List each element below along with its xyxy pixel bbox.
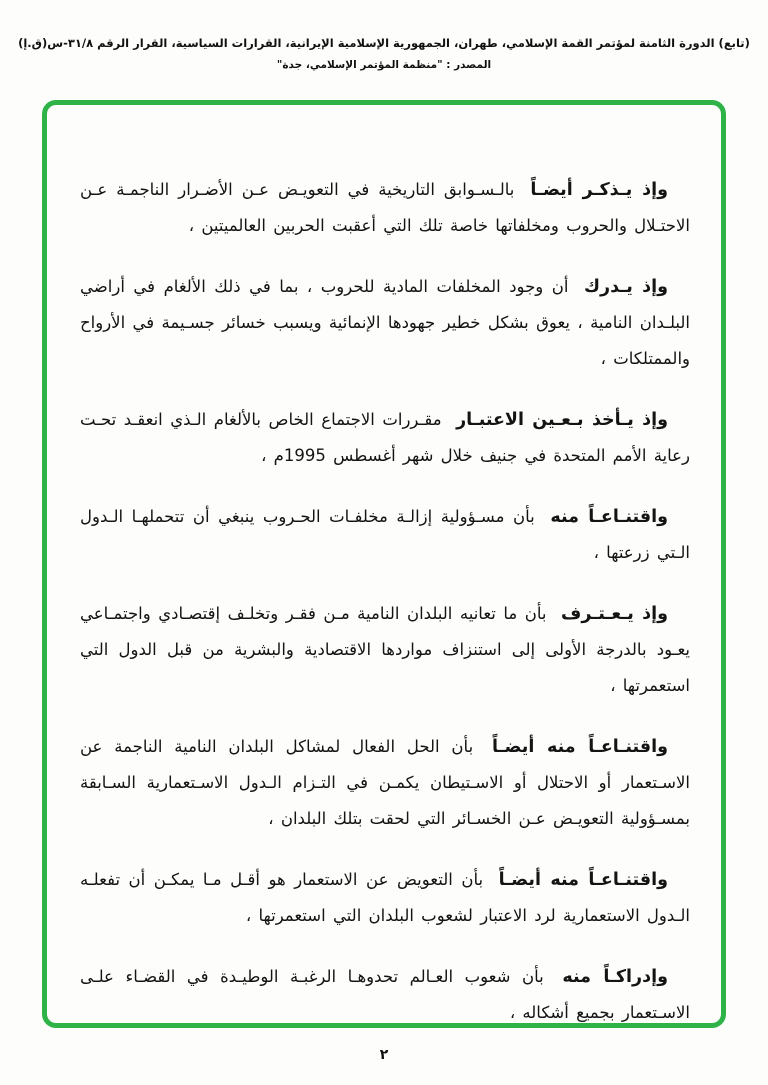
paragraph-text: بأن الحل الفعال لمشاكل البلدان النامية الناجمة عن الاسـتعمار أو الاحتلال أو الاسـتيطان يكمـن في التـزام الـدول الاسـتعمارية السـابقة بمسـؤولية التعويـض عـن الخسـائر التي لحقت بتلك البلدان ،: [80, 737, 690, 828]
page-number: ٢: [379, 1047, 389, 1063]
paragraph-convinced: [80, 499, 690, 571]
paragraph-lead: واقتنـاعـاً منه: [550, 507, 668, 527]
paragraph-text: بالـسـوابق التاريخية في التعويـض عـن الأضـرار الناجمـة عـن الاحتـلال والحروب ومخلفاتها خاصة تلك التي أعقبت الحربين العالميتين ،: [80, 180, 690, 235]
paragraph-text: مقـررات الاجتماع الخاص بالألغام الـذي انعقـد تحـت رعاية الأمم المتحدة في جنيف خلال شهر أغسطس 1995م ،: [80, 410, 690, 465]
paragraph-lead: وإذ يـعـتـرف: [561, 604, 668, 624]
paragraph-convinced-also-1: [80, 729, 690, 837]
paragraph-recalling: [80, 172, 690, 244]
header-title: (تابع) الدورة الثامنة لمؤتمر القمة الإسلامي، طهران، الجمهورية الإسلامية الإيرانية، القرارات السياسية، القرار الرقم ٣١/٨-س(ق.إ): [18, 36, 750, 50]
paragraph-text: أن وجود المخلفات المادية للحروب ، بما في ذلك الألغام في أراضي البلـدان النامية ، يعوق بشكل خطير جهودها الإنمائية ويسبب خسائر جسـيمة في الأرواح والممتلكات ،: [80, 277, 690, 368]
paragraph-lead: واقتنـاعـاً منه أيضـاً: [492, 737, 668, 757]
paragraph-text: بأن التعويض عن الاستعمار هو أقـل مـا يمكـن أن تفعلـه الـدول الاستعمارية لرد الاعتبار لشعوب البلدان التي استعمرتها ،: [80, 870, 690, 925]
paragraph-convinced-also-2: [80, 862, 690, 934]
document-header: [0, 0, 768, 71]
paragraph-recognizing: [80, 596, 690, 704]
paragraph-text: بأن شعوب العـالم تحدوهـا الرغبـة الوطيـدة في القضـاء علـى الاسـتعمار بجميع أشكاله ،: [80, 967, 690, 1022]
paragraph-lead: وإدراكـاً منه: [562, 967, 668, 987]
document-body: [42, 100, 726, 1028]
header-source: المصدر : "منظمة المؤتمر الإسلامي، جدة": [276, 59, 492, 71]
paragraph-text: بأن مسـؤولية إزالـة مخلفـات الحـروب ينبغي أن تتحملهـا الـدول الـتي زرعتها ،: [80, 507, 690, 562]
paragraph-lead: وإذ يـذكـر أيضـاً: [530, 180, 668, 200]
paragraph-text: بأن ما تعانيه البلدان النامية مـن فقـر وتخلـف إقتصـادي واجتمـاعي يعـود بالدرجة الأولى إلى استنزاف مواردها الاقتصادية والبشرية من قبل الدول التي استعمرتها ،: [80, 604, 690, 695]
paragraph-lead: وإذ يـأخذ بـعـين الاعتبـار: [456, 410, 668, 430]
paragraph-lead: واقتنـاعـاً منه أيضـاً: [498, 870, 668, 890]
paragraph-aware: [80, 269, 690, 377]
paragraph-taking-into-account: [80, 402, 690, 474]
paragraph-lead: وإذ يـدرك: [583, 277, 668, 297]
paragraph-realizing: [80, 959, 690, 1031]
